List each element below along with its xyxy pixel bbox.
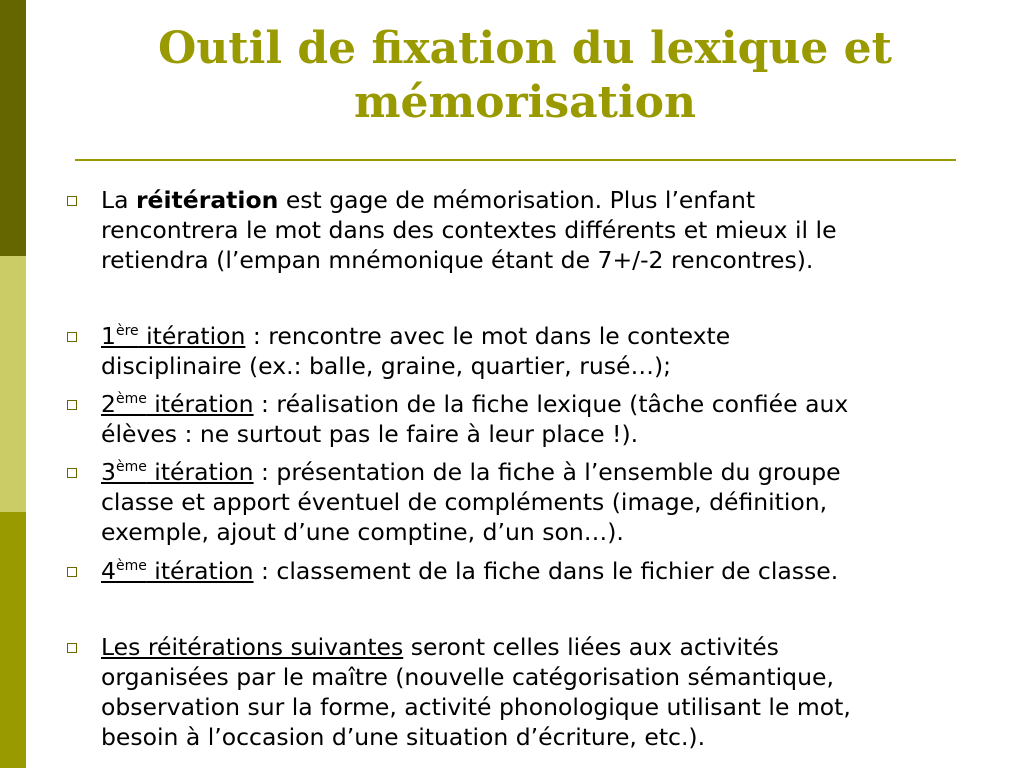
iteration-heading [101, 557, 254, 585]
ordinal-suffix: ème [115, 391, 147, 407]
slide-title-line-2: mémorisation [353, 77, 696, 128]
bullet-text [101, 632, 1016, 752]
following-reiterations-heading: Les réitérations suivantes [101, 633, 404, 661]
iteration-number: 3 [101, 458, 116, 486]
bullet-text [101, 321, 1016, 381]
text-run: seront celles liées aux activités organisées par le maître (nouvelle catégorisation sémantique, observation sur la forme, activité phonologique utilisant le mot, besoin à l’occasion d’une situation d’écriture, etc.). [101, 633, 851, 751]
slide-title [100, 22, 950, 130]
iteration-heading [101, 322, 245, 350]
iteration-heading [101, 390, 254, 418]
ordinal-suffix: ème [115, 459, 147, 475]
iteration-label: itération [138, 322, 246, 350]
side-band-bottom [0, 512, 26, 768]
iteration-number: 4 [101, 557, 116, 585]
iteration-label: itération [146, 390, 254, 418]
bold-term: réitération [135, 186, 279, 214]
iteration-number: 2 [101, 390, 116, 418]
iteration-label: itération [146, 557, 254, 585]
bullet-text [101, 185, 1016, 275]
side-band-middle [0, 256, 26, 512]
text-run: : réalisation de la fiche lexique (tâche confiée aux élèves : ne surtout pas le faire à leur place !). [101, 390, 849, 448]
text-run: La [101, 186, 136, 214]
text-run: est gage de mémorisation. Plus l’enfant rencontrera le mot dans des contextes différents et mieux il le retiendra (l’empan mnémonique étant de 7+/-2 rencontres). [101, 186, 837, 274]
bullet-text [101, 556, 1016, 586]
bullet-text [101, 389, 1016, 449]
title-divider [75, 159, 956, 161]
square-bullet-icon [67, 400, 77, 410]
bullet-text [101, 457, 1016, 547]
text-run: : classement de la fiche dans le fichier de classe. [253, 557, 839, 585]
square-bullet-icon [67, 468, 77, 478]
text-run: : rencontre avec le mot dans le contexte disciplinaire (ex.: balle, graine, quartier, rusé…); [101, 322, 731, 380]
square-bullet-icon [67, 643, 77, 653]
text-run: : présentation de la fiche à l’ensemble du groupe classe et apport éventuel de compléments (image, définition, exemple, ajout d’une comptine, d’un son…). [101, 458, 841, 546]
iteration-number: 1 [101, 322, 116, 350]
ordinal-suffix: ère [115, 323, 139, 339]
ordinal-suffix: ème [115, 558, 147, 574]
side-band-top [0, 0, 26, 256]
square-bullet-icon [67, 567, 77, 577]
square-bullet-icon [67, 332, 77, 342]
iteration-heading [101, 458, 254, 486]
slide-title-line-1: Outil de fixation du lexique et [157, 23, 892, 74]
iteration-label: itération [146, 458, 254, 486]
square-bullet-icon [67, 196, 77, 206]
